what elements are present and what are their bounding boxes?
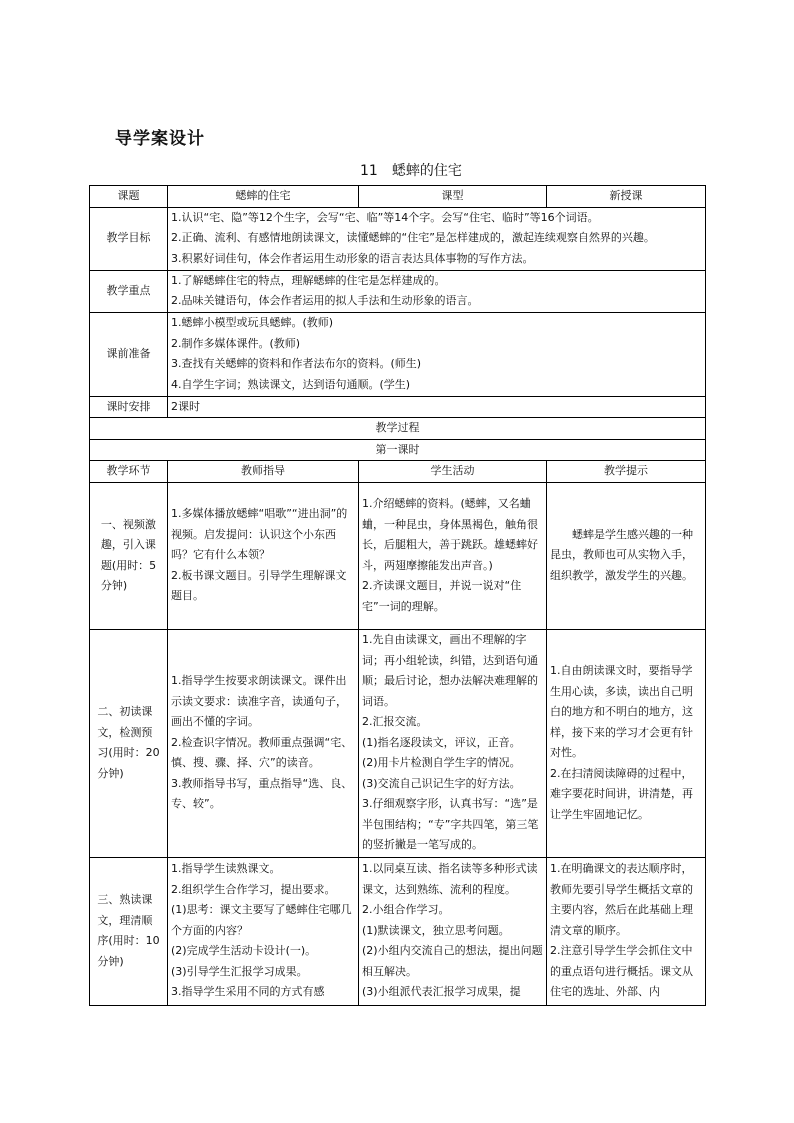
preparation-item: 1.蟋蟀小模型或玩具蟋蟀。(教师): [171, 316, 334, 329]
preparation-item: 4.自学生字词；熟读课文，达到语句通顺。(学生): [171, 377, 411, 391]
teacher-item: (1)思考：课文主要写了蟋蟀住宅哪几个方面的内容？: [171, 903, 352, 937]
column-header-student: 学生活动: [359, 461, 547, 483]
stage-line: 分钟): [100, 579, 128, 592]
student-item: 2.汇报交流。: [362, 715, 428, 729]
type-label: 课型: [359, 186, 547, 208]
student-item: 1.以同桌互读、指名读等多种形式读课文，达到熟练、流利的程度。: [362, 862, 538, 896]
stage-line: 序(用时：10: [97, 934, 160, 947]
stage-line: 分钟): [97, 954, 124, 968]
stage-line: 题(用时：5: [100, 558, 157, 572]
objective-item: 2.正确、流利、有感情地朗读课文，读懂蟋蟀的“住宅”是怎样建成的，激起连续观察自然界的兴趣。: [171, 231, 655, 245]
objectives-label: 教学目标: [90, 207, 168, 270]
stage-line: 趣，引入课: [100, 538, 156, 551]
period-title: 第一课时: [90, 439, 706, 461]
objectives-content: [168, 207, 706, 270]
lesson-name: 蟋蟀的住宅: [391, 163, 462, 179]
teacher-item: 3.教师指导书写，重点指导“选、良、专、较”。: [171, 776, 353, 811]
teacher-cell: [168, 857, 359, 1005]
objective-item: 1.认识“宅、隐”等12个生字，会写“宅、临”等14个字。会写“住宅、临时”等16个词语。: [171, 210, 599, 224]
lesson-title: [360, 160, 462, 180]
topic-value: 蟋蟀的住宅: [168, 186, 359, 208]
preparation-item: 2.制作多媒体课件。(教师): [171, 336, 301, 350]
stage-line: 分钟): [97, 766, 124, 780]
teacher-item: (3)引导学生汇报学习成果。: [171, 964, 308, 978]
student-item: 1.先自由读课文，画出不理解的字词；再小组轮读，纠错，达到语句通顺；最后讨论，想办法解决难理解的词语。: [362, 633, 538, 708]
student-item: (2)用卡片检测自学生字的情况。: [362, 756, 521, 770]
student-item: 1.介绍蟋蟀的资料。(蟋蟀，又名蛐蛐，一种昆虫，身体黑褐色，触角很长，后腿粗大，善于跳跃。雄蟋蟀好斗，两翅摩擦能发出声音。): [362, 497, 538, 572]
stage-cell: [90, 629, 168, 857]
student-cell: [359, 629, 547, 857]
teacher-item: (2)完成学生活动卡设计(一)。: [171, 944, 317, 958]
key-point-item: 1.了解蟋蟀住宅的特点，理解蟋蟀的住宅是怎样建成的。: [171, 273, 446, 287]
stage-line: 习(用时：20: [97, 746, 160, 759]
tips-cell: [547, 629, 706, 857]
student-item: (3)交流自己识记生字的好方法。: [362, 776, 521, 790]
preparation-item: 3.查找有关蟋蟀的资料和作者法布尔的资料。(师生): [171, 357, 422, 370]
stage-line: 二、初读课: [97, 705, 153, 718]
student-cell: [359, 482, 547, 629]
student-item: (1)默读课文，独立思考问题。: [362, 923, 510, 937]
type-value: 新授课: [547, 186, 706, 208]
section-row: [90, 482, 706, 629]
student-item: (1)指名逐段读文，评议，正音。: [362, 735, 521, 749]
schedule-label: 课时安排: [90, 396, 168, 418]
stage-line: 文，理清顺: [97, 913, 153, 927]
column-header-tips: 教学提示: [547, 461, 706, 483]
preparation-content: [168, 312, 706, 396]
objective-item: 3.积累好词佳句，体会作者运用生动形象的语言表达具体事物的写作方法。: [171, 251, 534, 265]
lesson-plan-table: [89, 185, 706, 1006]
student-cell: [359, 857, 547, 1005]
column-header-stage: 教学环节: [90, 461, 168, 483]
teacher-item: 1.指导学生按要求朗读课文。课件出示读文要求：读准字音，读通句子，画出不懂的字词。: [171, 674, 347, 729]
key-points-content: [168, 270, 706, 312]
tips-item: 2.注意引导学生学会抓住文中的重点语句进行概括。课文从住宅的选址、外部、内: [550, 944, 693, 999]
section-row: [90, 857, 706, 1005]
student-item: 3.仔细观察字形，认真书写：“选”是半包围结构；“专”字共四笔，第三笔的竖折撇是一笔写成的。: [362, 797, 539, 852]
teacher-cell: [168, 629, 359, 857]
teacher-item: 1.指导学生读熟课文。: [171, 862, 281, 876]
section-row: [90, 629, 706, 857]
tips-item: 1.在明确课文的表达顺序时，教师先要引导学生概括文章的主要内容，然后在此基础上理清文章的顺序。: [550, 862, 693, 937]
teacher-item: 1.多媒体播放蟋蟀“唱歌”“进出洞”的视频。启发提问：认识这个小东西吗？它有什么本领？: [171, 507, 348, 562]
student-item: (2)小组内交流自己的想法，提出问题相互解决。: [362, 944, 543, 978]
stage-line: 一、视频激: [100, 517, 156, 531]
tips-cell: [547, 482, 706, 629]
teacher-item: 3.指导学生采用不同的方式有感: [171, 985, 325, 999]
teacher-item: 2.组织学生合作学习，提出要求。: [171, 882, 336, 896]
schedule-value: 2课时: [168, 396, 706, 418]
preparation-label: 课前准备: [90, 312, 168, 396]
tips-item: 1.自由朗读课文时，要指导学生用心读，多读，读出自己明白的地方和不明白的地方，这样，接下来的学习才会更有针对性。: [550, 664, 693, 759]
process-title: 教学过程: [90, 418, 706, 440]
student-item: 2.齐读课文题目，并说一说对“住宅”一词的理解。: [362, 579, 522, 613]
student-item: (3)小组派代表汇报学习成果，提: [362, 985, 521, 999]
lesson-number: 11: [360, 163, 378, 179]
teacher-cell: [168, 482, 359, 629]
stage-cell: [90, 482, 168, 629]
teacher-item: 2.板书课文题目。引导学生理解课文题目。: [171, 568, 347, 603]
stage-cell: [90, 857, 168, 1005]
stage-line: 三、熟读课: [97, 893, 153, 906]
tips-item: 2.在扫清阅读障碍的过程中，难字要花时间讲，讲清楚，再让学生牢固地记忆。: [550, 766, 693, 821]
topic-label: 课题: [90, 186, 168, 208]
key-point-item: 2.品味关键语句，体会作者运用的拟人手法和生动形象的语言。: [171, 294, 479, 307]
tips-cell: [547, 857, 706, 1005]
student-item: 2.小组合作学习。: [362, 903, 450, 917]
column-header-teacher: 教师指导: [168, 461, 359, 483]
page-heading: 导学案设计: [115, 129, 205, 149]
key-points-label: 教学重点: [90, 270, 168, 312]
tips-item: 蟋蟀是学生感兴趣的一种昆虫，教师也可从实物入手，组织教学，激发学生的兴趣。: [550, 527, 693, 582]
teacher-item: 2.检查识字情况。教师重点强调“宅、慎、搜、骤、择、穴”的读音。: [171, 735, 353, 770]
stage-line: 文，检测预: [97, 725, 153, 739]
